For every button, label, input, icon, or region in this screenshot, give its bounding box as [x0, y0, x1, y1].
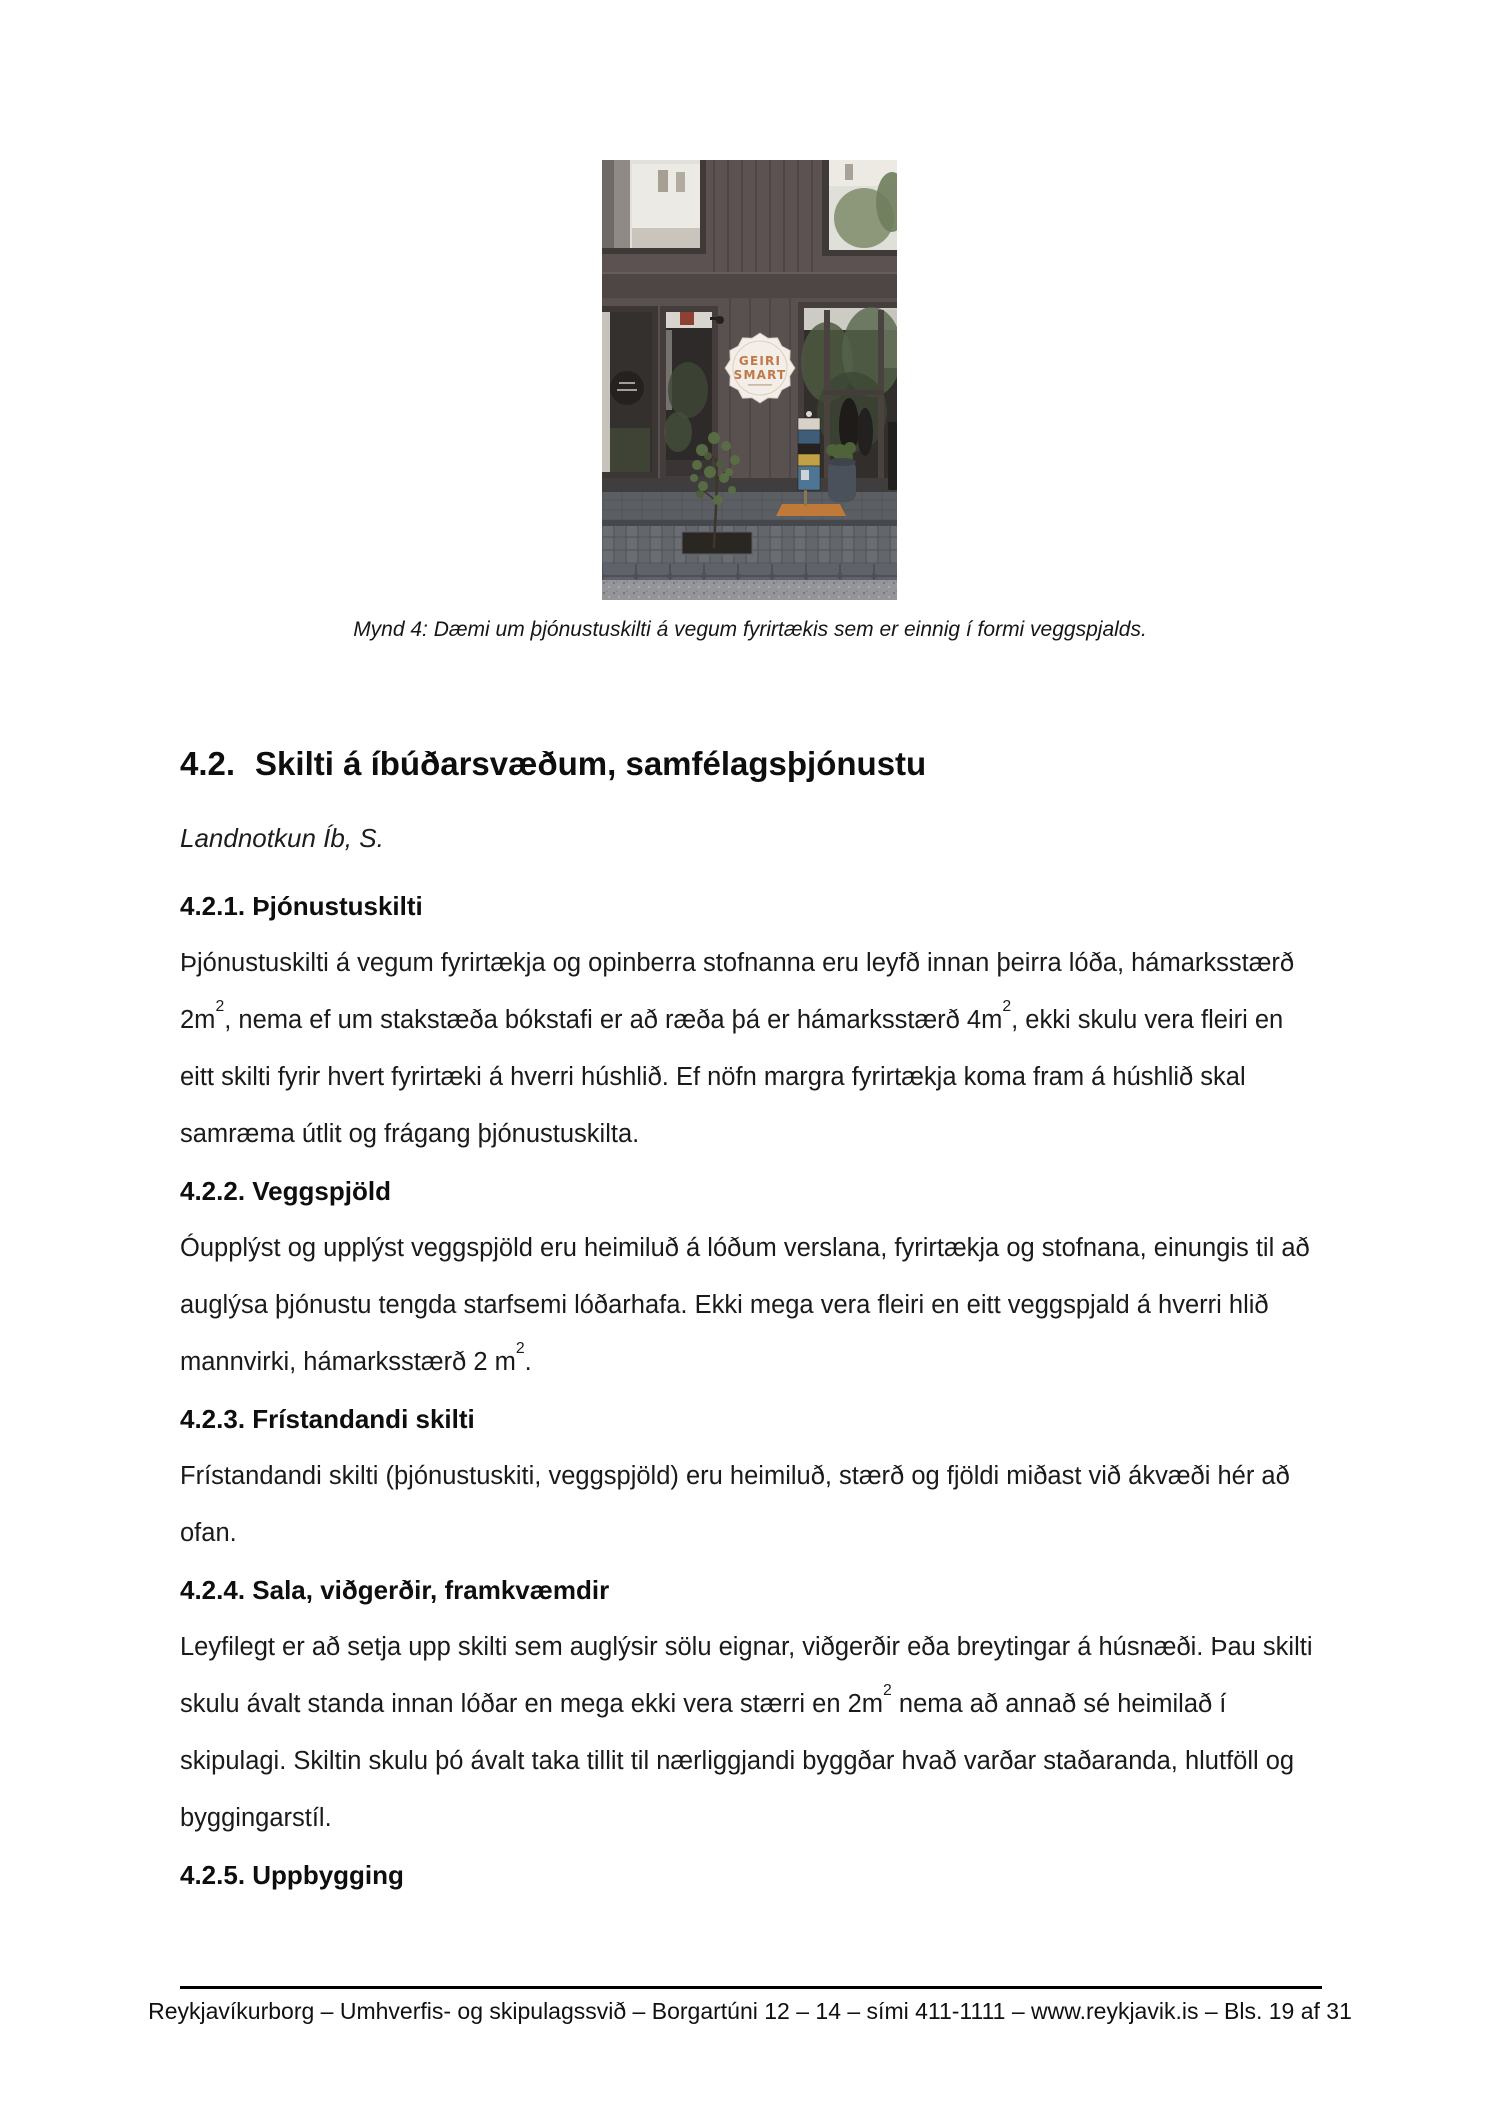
plant-pot — [826, 442, 856, 502]
round-shop-sign — [610, 371, 644, 405]
section-number: 4.2. — [180, 745, 236, 782]
land-use-note: Landnotkun Íb, S. — [180, 823, 384, 853]
subsection — [180, 878, 1380, 1163]
upper-left-window — [602, 160, 706, 254]
section-heading — [180, 742, 1380, 786]
figure-caption: Mynd 4: Dæmi um þjónustuskilti á vegum fyrirtækis sem er einnig í formi veggspjalds. — [353, 618, 1147, 641]
subsection-paragraph: Óupplýst og upplýst veggspjöld eru heimiluð á lóðum verslana, fyrirtækja og stofnana, einungis til að auglýsa þjónustu tengda starfsemi lóðarhafa. Ekki mega vera fleiri en eitt veggspjald á hverri hlið mannvirki, hámarksstærð 2 $m^2$. — [180, 1234, 1310, 1376]
storefront-photo-svg — [602, 160, 897, 600]
subsection — [180, 1391, 1380, 1562]
subsections-list — [180, 878, 1380, 1904]
subsection-paragraph: Þjónustuskilti á vegum fyrirtækja og opinberra stofnanna eru leyfð innan þeirra lóða, hámarksstærð $2m^2$, nema ef um stakstæða bókstafi er að ræða þá er hámarksstærð $4m^2$, ekki skulu vera fleiri en eitt skilti fyrir hvert fyrirtæki á hverri húshlið. Ef nöfn margra fyrirtækja koma fram á húshlið skal samræma útlit og frágang þjónustuskilta. — [180, 949, 1295, 1148]
subsection — [180, 1847, 1380, 1904]
badge-line1: GEIRI — [738, 354, 782, 368]
figure-photo — [602, 160, 897, 600]
dark-post — [888, 422, 897, 490]
footer-rule — [180, 1986, 1322, 1989]
left-shop-window — [602, 306, 658, 478]
subsection-heading: 4.2.4. Sala, viðgerðir, framkvæmdir — [180, 1575, 610, 1605]
subsection-heading: 4.2.5. Uppbygging — [180, 1860, 404, 1890]
subsection-paragraph: Leyfilegt er að setja upp skilti sem auglýsir sölu eignar, viðgerðir eða breytingar á húsnæði. Þau skilti skulu ávalt standa innan lóðar en mega ekki vera stærri en $2m^2$ nema að annað sé heimilað í skipulagi. Skiltin skulu þó ávalt taka tillit til nærliggjandi byggðar hvað varðar staðaranda, hlutföll og byggingarstíl. — [180, 1633, 1313, 1832]
subsection — [180, 1163, 1380, 1391]
subsection-heading: 4.2.2. Veggspjöld — [180, 1176, 391, 1206]
curb — [602, 564, 897, 580]
footer-text: Reykjavíkurborg – Umhverfis- og skipulagssvið – Borgartúni 12 – 14 – sími 411-1111 – www.reykjavik.is – Bls. 19 af 31 — [148, 1998, 1352, 2024]
subsection-heading: 4.2.1. Þjónustuskilti — [180, 891, 423, 921]
upper-right-window — [822, 160, 897, 256]
road — [602, 580, 897, 600]
subsection — [180, 1562, 1380, 1847]
section-title-text: Skilti á íbúðarsvæðum, samfélagsþjónustu — [255, 745, 927, 782]
subsection-paragraph: Frístandandi skilti (þjónustuskiti, veggspjöld) eru heimiluð, stærð og fjöldi miðast við ákvæði hér að ofan. — [180, 1462, 1290, 1547]
content — [180, 742, 1380, 1904]
subsection-heading: 4.2.3. Frístandandi skilti — [180, 1404, 475, 1434]
badge-line2: SMART — [733, 368, 787, 382]
